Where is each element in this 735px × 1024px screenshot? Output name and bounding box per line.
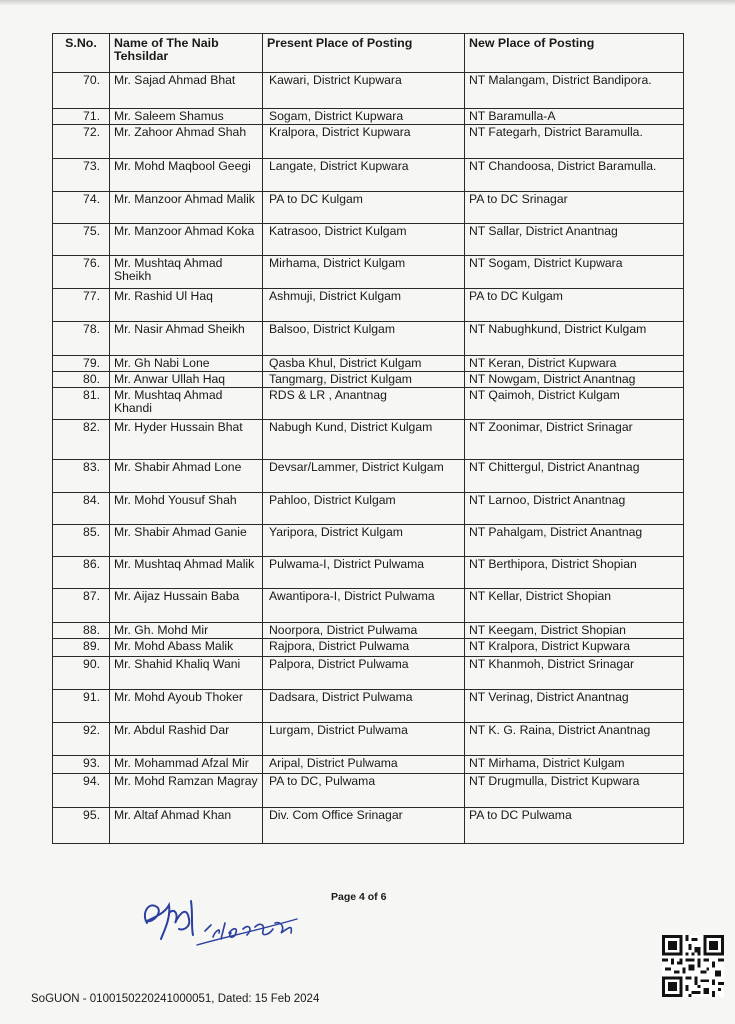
row-present-posting: Pulwama-I, District Pulwama bbox=[263, 557, 465, 589]
row-sno: 71. bbox=[53, 109, 110, 125]
table-row bbox=[53, 322, 684, 356]
row-name: Mr. Shahid Khaliq Wani bbox=[110, 657, 263, 690]
row-sno: 88. bbox=[53, 623, 110, 639]
table-row bbox=[53, 192, 684, 224]
row-present-posting: PA to DC, Pulwama bbox=[263, 774, 465, 808]
row-name: Mr. Mohammad Afzal Mir bbox=[110, 756, 263, 774]
row-new-posting: NT Keran, District Kupwara bbox=[465, 356, 684, 372]
row-present-posting: Sogam, District Kupwara bbox=[263, 109, 465, 125]
header-name: Name of The Naib Tehsildar bbox=[110, 34, 263, 73]
row-sno: 85. bbox=[53, 525, 110, 557]
table-row bbox=[53, 289, 684, 322]
row-sno: 70. bbox=[53, 73, 110, 109]
row-new-posting: NT Chandoosa, District Baramulla. bbox=[465, 159, 684, 192]
row-name: Mr. Manzoor Ahmad Koka bbox=[110, 224, 263, 256]
row-name: Mr. Altaf Ahmad Khan bbox=[110, 808, 263, 844]
row-name: Mr. Sajad Ahmad Bhat bbox=[110, 73, 263, 109]
row-present-posting: Kawari, District Kupwara bbox=[263, 73, 465, 109]
row-sno: 91. bbox=[53, 690, 110, 723]
row-new-posting: NT Berthipora, District Shopian bbox=[465, 557, 684, 589]
row-present-posting: Mirhama, District Kulgam bbox=[263, 256, 465, 289]
postings-table bbox=[52, 33, 684, 844]
row-sno: 76. bbox=[53, 256, 110, 289]
row-present-posting: Devsar/Lammer, District Kulgam bbox=[263, 460, 465, 493]
row-name: Mr. Mohd Ramzan Magray bbox=[110, 774, 263, 808]
row-present-posting: RDS & LR , Anantnag bbox=[263, 388, 465, 420]
row-new-posting: NT Nowgam, District Anantnag bbox=[465, 372, 684, 388]
row-sno: 87. bbox=[53, 589, 110, 623]
document-reference: SoGUON - 0100150220241000051, Dated: 15 Feb 2024 bbox=[31, 993, 320, 1005]
row-sno: 75. bbox=[53, 224, 110, 256]
row-new-posting: NT Khanmoh, District Srinagar bbox=[465, 657, 684, 690]
page-edge-shadow bbox=[0, 0, 735, 6]
row-name: Mr. Mohd Abass Malik bbox=[110, 639, 263, 657]
row-present-posting: Katrasoo, District Kulgam bbox=[263, 224, 465, 256]
table-row bbox=[53, 723, 684, 756]
table-row bbox=[53, 420, 684, 460]
row-new-posting: NT Drugmulla, District Kupwara bbox=[465, 774, 684, 808]
row-sno: 80. bbox=[53, 372, 110, 388]
row-sno: 84. bbox=[53, 493, 110, 525]
row-sno: 86. bbox=[53, 557, 110, 589]
row-new-posting: NT Keegam, District Shopian bbox=[465, 623, 684, 639]
row-sno: 82. bbox=[53, 420, 110, 460]
row-name: Mr. Hyder Hussain Bhat bbox=[110, 420, 263, 460]
header-present-posting: Present Place of Posting bbox=[263, 34, 465, 73]
row-new-posting: NT Baramulla-A bbox=[465, 109, 684, 125]
row-name: Mr. Gh. Mohd Mir bbox=[110, 623, 263, 639]
table-row bbox=[53, 639, 684, 657]
row-present-posting: Langate, District Kupwara bbox=[263, 159, 465, 192]
row-name: Mr. Aijaz Hussain Baba bbox=[110, 589, 263, 623]
table-row bbox=[53, 589, 684, 623]
row-present-posting: Nabugh Kund, District Kulgam bbox=[263, 420, 465, 460]
table-row bbox=[53, 774, 684, 808]
row-new-posting: NT Kralpora, District Kupwara bbox=[465, 639, 684, 657]
row-name: Mr. Mohd Yousuf Shah bbox=[110, 493, 263, 525]
table-row bbox=[53, 224, 684, 256]
table-row bbox=[53, 372, 684, 388]
row-present-posting: Lurgam, District Pulwama bbox=[263, 723, 465, 756]
row-present-posting: Pahloo, District Kulgam bbox=[263, 493, 465, 525]
row-sno: 94. bbox=[53, 774, 110, 808]
row-new-posting: NT Mirhama, District Kulgam bbox=[465, 756, 684, 774]
row-new-posting: NT Kellar, District Shopian bbox=[465, 589, 684, 623]
row-present-posting: Palpora, District Pulwama bbox=[263, 657, 465, 690]
row-name: Mr. Zahoor Ahmad Shah bbox=[110, 125, 263, 159]
row-sno: 79. bbox=[53, 356, 110, 372]
row-name: Mr. Abdul Rashid Dar bbox=[110, 723, 263, 756]
row-present-posting: Ashmuji, District Kulgam bbox=[263, 289, 465, 322]
row-sno: 77. bbox=[53, 289, 110, 322]
row-sno: 72. bbox=[53, 125, 110, 159]
header-new-posting: New Place of Posting bbox=[465, 34, 684, 73]
row-present-posting: Aripal, District Pulwama bbox=[263, 756, 465, 774]
table-row bbox=[53, 125, 684, 159]
header-sno: S.No. bbox=[53, 34, 110, 73]
row-name: Mr. Gh Nabi Lone bbox=[110, 356, 263, 372]
row-name: Mr. Saleem Shamus bbox=[110, 109, 263, 125]
table-row bbox=[53, 557, 684, 589]
row-new-posting: PA to DC Kulgam bbox=[465, 289, 684, 322]
row-sno: 74. bbox=[53, 192, 110, 224]
table-row bbox=[53, 493, 684, 525]
row-new-posting: NT Sallar, District Anantnag bbox=[465, 224, 684, 256]
row-present-posting: Rajpora, District Pulwama bbox=[263, 639, 465, 657]
table-row bbox=[53, 623, 684, 639]
row-name: Mr. Shabir Ahmad Ganie bbox=[110, 525, 263, 557]
table-row bbox=[53, 808, 684, 844]
row-new-posting: NT Sogam, District Kupwara bbox=[465, 256, 684, 289]
row-present-posting: Dadsara, District Pulwama bbox=[263, 690, 465, 723]
row-new-posting: NT Verinag, District Anantnag bbox=[465, 690, 684, 723]
row-new-posting: NT Pahalgam, District Anantnag bbox=[465, 525, 684, 557]
row-new-posting: NT Larnoo, District Anantnag bbox=[465, 493, 684, 525]
table-row bbox=[53, 109, 684, 125]
row-new-posting: NT Chittergul, District Anantnag bbox=[465, 460, 684, 493]
row-sno: 92. bbox=[53, 723, 110, 756]
table-row bbox=[53, 460, 684, 493]
table-row bbox=[53, 159, 684, 192]
row-name: Mr. Shabir Ahmad Lone bbox=[110, 460, 263, 493]
row-name: Mr. Mushtaq Ahmad Malik bbox=[110, 557, 263, 589]
row-new-posting: NT Zoonimar, District Srinagar bbox=[465, 420, 684, 460]
row-sno: 95. bbox=[53, 808, 110, 844]
row-present-posting: Awantipora-I, District Pulwama bbox=[263, 589, 465, 623]
row-name: Mr. Mushtaq Ahmad Sheikh bbox=[110, 256, 263, 289]
row-sno: 93. bbox=[53, 756, 110, 774]
row-present-posting: Yaripora, District Kulgam bbox=[263, 525, 465, 557]
row-present-posting: Qasba Khul, District Kulgam bbox=[263, 356, 465, 372]
signature-image bbox=[135, 893, 305, 953]
row-sno: 81. bbox=[53, 388, 110, 420]
row-new-posting: PA to DC Pulwama bbox=[465, 808, 684, 844]
page-number: Page 4 of 6 bbox=[331, 891, 387, 903]
table-row bbox=[53, 525, 684, 557]
row-present-posting: Balsoo, District Kulgam bbox=[263, 322, 465, 356]
table-row bbox=[53, 388, 684, 420]
row-name: Mr. Rashid Ul Haq bbox=[110, 289, 263, 322]
row-present-posting: PA to DC Kulgam bbox=[263, 192, 465, 224]
row-name: Mr. Anwar Ullah Haq bbox=[110, 372, 263, 388]
row-present-posting: Noorpora, District Pulwama bbox=[263, 623, 465, 639]
row-name: Mr. Mushtaq Ahmad Khandi bbox=[110, 388, 263, 420]
row-new-posting: NT Malangam, District Bandipora. bbox=[465, 73, 684, 109]
row-name: Mr. Manzoor Ahmad Malik bbox=[110, 192, 263, 224]
row-new-posting: NT Qaimoh, District Kulgam bbox=[465, 388, 684, 420]
row-sno: 89. bbox=[53, 639, 110, 657]
table-row bbox=[53, 256, 684, 289]
qr-code-image bbox=[662, 935, 724, 997]
table-row bbox=[53, 356, 684, 372]
row-sno: 90. bbox=[53, 657, 110, 690]
table-row bbox=[53, 657, 684, 690]
row-present-posting: Div. Com Office Srinagar bbox=[263, 808, 465, 844]
row-sno: 83. bbox=[53, 460, 110, 493]
row-new-posting: NT K. G. Raina, District Anantnag bbox=[465, 723, 684, 756]
table-row bbox=[53, 73, 684, 109]
row-present-posting: Kralpora, District Kupwara bbox=[263, 125, 465, 159]
row-present-posting: Tangmarg, District Kulgam bbox=[263, 372, 465, 388]
table-row bbox=[53, 756, 684, 774]
row-new-posting: NT Nabughkund, District Kulgam bbox=[465, 322, 684, 356]
row-name: Mr. Nasir Ahmad Sheikh bbox=[110, 322, 263, 356]
table-header-row bbox=[53, 34, 684, 73]
table-row bbox=[53, 690, 684, 723]
row-new-posting: NT Fategarh, District Baramulla. bbox=[465, 125, 684, 159]
row-name: Mr. Mohd Maqbool Geegi bbox=[110, 159, 263, 192]
row-sno: 73. bbox=[53, 159, 110, 192]
row-new-posting: PA to DC Srinagar bbox=[465, 192, 684, 224]
row-name: Mr. Mohd Ayoub Thoker bbox=[110, 690, 263, 723]
row-sno: 78. bbox=[53, 322, 110, 356]
